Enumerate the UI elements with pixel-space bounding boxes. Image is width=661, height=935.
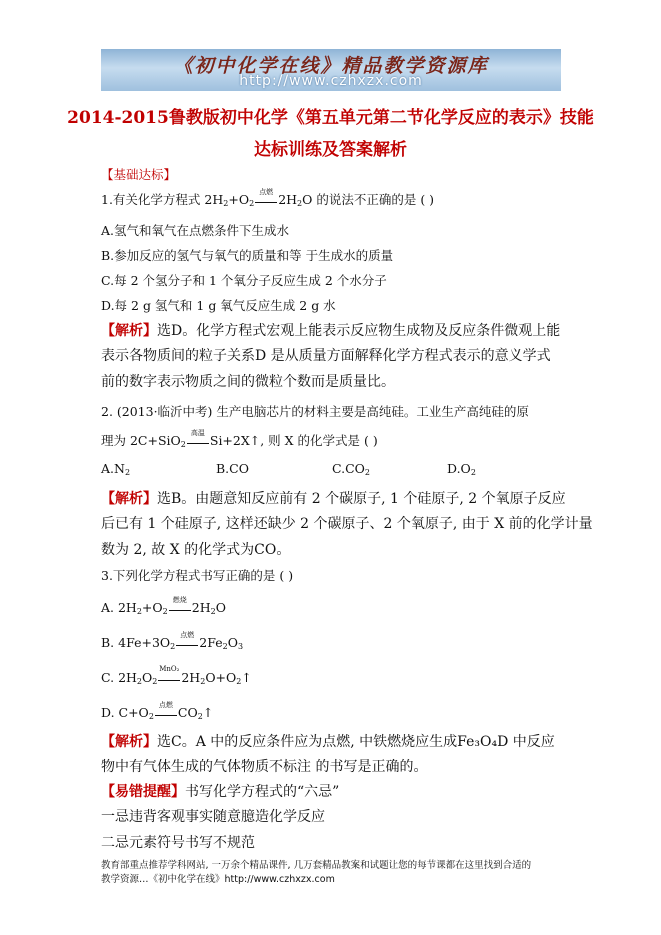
q2-option-d: $D.O_2$ — [447, 461, 476, 477]
q1-analysis-line1: 【解析】选D。化学方程式宏观上能表示反应物生成物及反应条件微观上能 — [101, 323, 561, 339]
banner-title: 《初中化学在线》精品教学资源库 — [173, 55, 489, 77]
doc-title-line1: 2014-2015鲁教版初中化学《第五单元第二节化学反应的表示》技能 — [67, 108, 594, 128]
q2-analysis-line1: 【解析】选B。由题意知反应前有 2 个碳原子, 1 个硅原子, 2 个氧原子反应 — [101, 491, 566, 507]
q3-analysis-line1: 【解析】选C。A 中的反应条件应为点燃, 中铁燃烧应生成Fe₃O₄D 中反应 — [101, 734, 555, 750]
q2-option-b: B.CO — [216, 461, 249, 476]
doc-title-line2: 达标训练及答案解析 — [254, 140, 407, 160]
tip-rule-1: 一忌违背客观事实随意臆造化学反应 — [101, 809, 325, 825]
q3-analysis-line2: 物中有气体生成的气体物质不标注 的书写是正确的。 — [101, 759, 428, 775]
q1-option-a: A.氢气和氧气在点燃条件下生成水 — [101, 223, 290, 238]
footer-line1: 教育部重点推荐学科网站, 一万余个精品课件, 几万套精品教案和试题让您的每节课都在这里找到合适的 — [101, 860, 532, 871]
analysis-tag: 【解析】 — [101, 323, 157, 339]
q2-analysis-line3: 数为 2, 故 X 的化学式为CO。 — [101, 542, 291, 558]
reaction-condition: 点燃 — [255, 190, 277, 203]
question-1-stem: 1.有关化学方程式 $2H_2+O_2$ 点燃 $2H_2O$ 的说法不正确的是 ( ) — [101, 188, 435, 208]
q2-options — [101, 461, 476, 477]
q1-option-c: C.每 2 个氢分子和 1 个氧分子反应生成 2 个水分子 — [101, 273, 387, 288]
q3-option-c: C. $2H_2O_2$ MnO₂ $2H_2O+O_2↑$ — [101, 665, 252, 686]
q2-option-c: $C.CO_2$ — [332, 461, 370, 477]
banner-url[interactable]: http://www.czhxzx.com — [239, 73, 423, 89]
tip-tag: 【易错提醒】 — [101, 784, 185, 800]
question-3-stem: 3.下列化学方程式书写正确的是 ( ) — [101, 568, 294, 583]
footer-line2[interactable]: 教学资源…《初中化学在线》http://www.czhxzx.com — [101, 874, 335, 885]
q1-analysis-line3: 前的数字表示物质之间的微粒个数而是质量比。 — [101, 374, 395, 390]
q3-option-a: A. $2H_2+O_2$ 燃烧 $2H_2O$ — [101, 596, 226, 616]
reaction-condition: 燃烧 — [169, 598, 191, 611]
section-heading-basic: 【基础达标】 — [101, 167, 177, 182]
tip-rule-2: 二忌元素符号书写不规范 — [101, 835, 255, 851]
site-banner — [101, 49, 561, 91]
error-tip-heading: 【易错提醒】书写化学方程式的“六忌” — [101, 784, 340, 800]
q3-option-d: D. $C+O_2$ 点燃 $CO_2↑$ — [101, 701, 214, 721]
q2-analysis-line2: 后已有 1 个硅原子, 这样还缺少 2 个碳原子、2 个氧原子, 由于 X 前的化学计量 — [101, 516, 593, 532]
reaction-condition: 点燃 — [176, 633, 198, 646]
analysis-tag: 【解析】 — [101, 491, 157, 507]
reaction-condition: 高温 — [187, 431, 209, 444]
question-2-stem-line2: 理为 2C+SiO$_2$ 高温 Si+2X↑, 则 X 的化学式是 ( ) — [101, 429, 378, 449]
analysis-tag: 【解析】 — [101, 734, 157, 750]
reaction-condition: MnO₂ — [158, 668, 180, 681]
q2-option-a: $A.N_2$ — [101, 461, 131, 477]
q1-option-d: D.每 2 g 氢气和 1 g 氧气反应生成 2 g 水 — [101, 298, 336, 313]
question-2-stem-line1: 2. (2013·临沂中考) 生产电脑芯片的材料主要是高纯硅。工业生产高纯硅的原 — [101, 404, 529, 419]
q3-option-b: B. $4Fe+3O_2$ 点燃 $2Fe_2O_3$ — [101, 631, 244, 651]
reaction-condition: 点燃 — [155, 703, 177, 716]
q1-option-b: B.参加反应的氢气与氧气的质量和等 于生成水的质量 — [101, 248, 394, 263]
q1-analysis-line2: 表示各物质间的粒子关系D 是从质量方面解释化学方程式表示的意义学式 — [101, 348, 551, 364]
